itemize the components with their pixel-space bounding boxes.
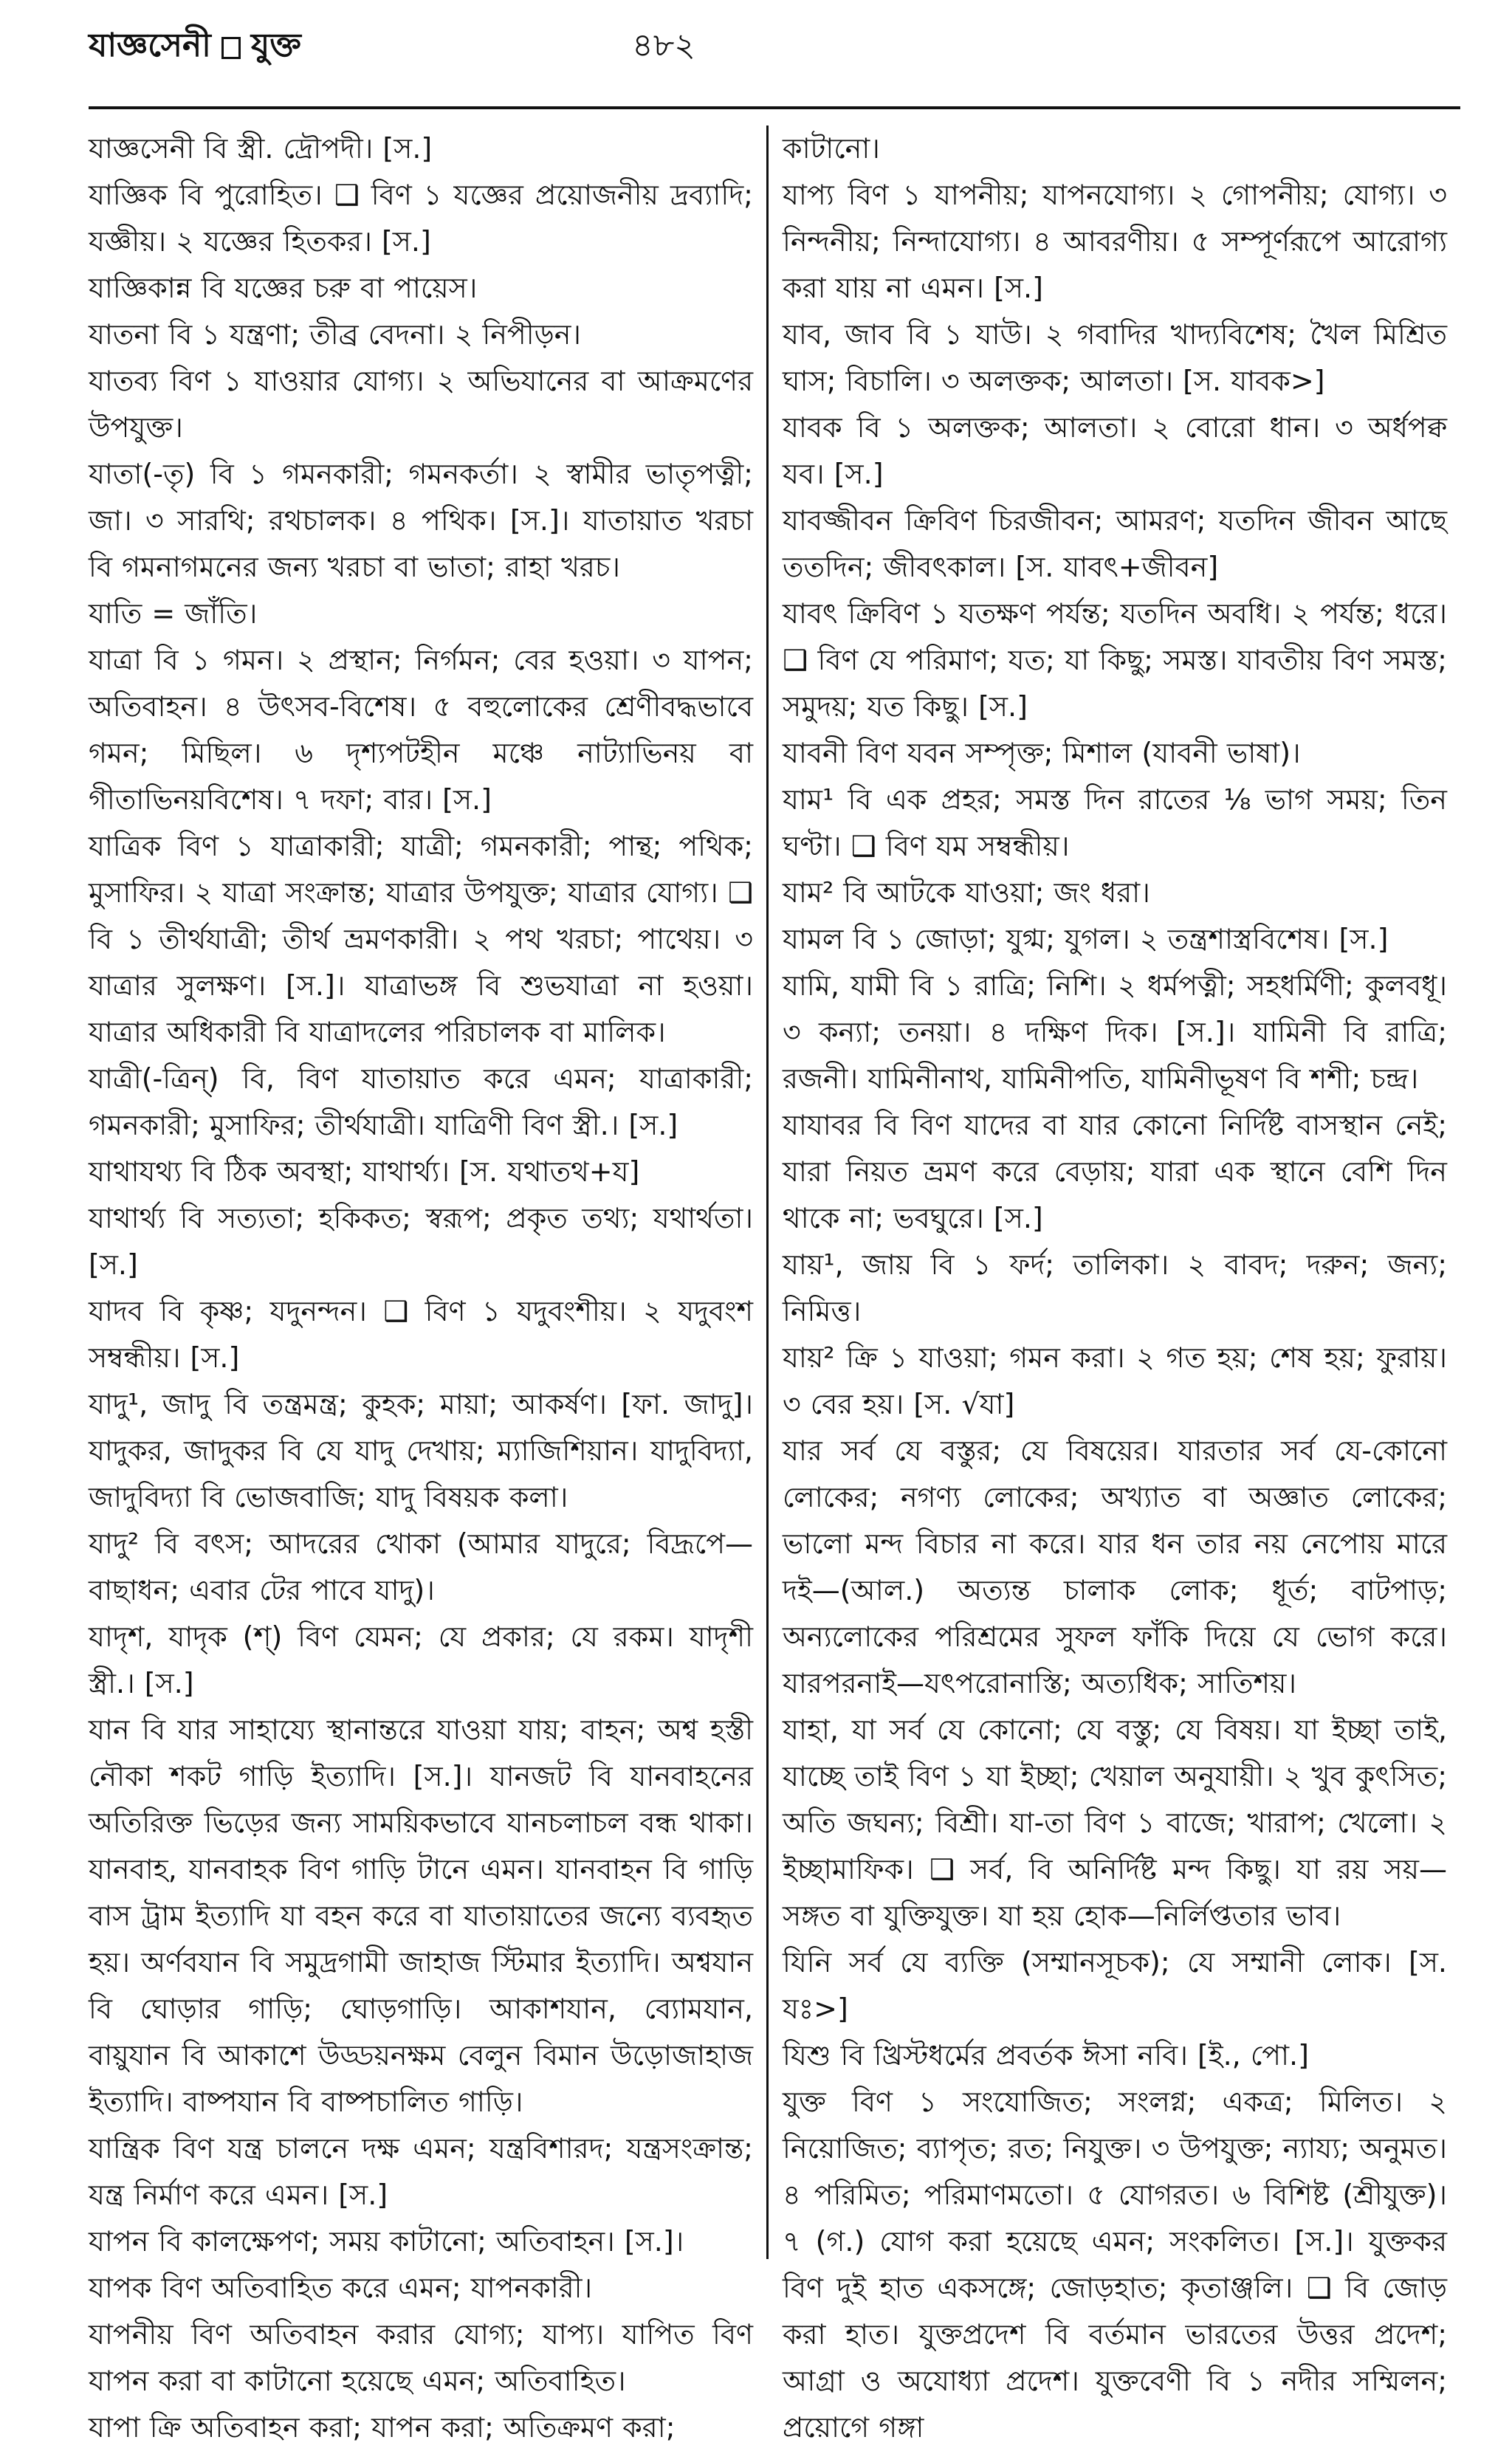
entry: যাদৃশ, যাদৃক (শ্) বিণ যেমন; যে প্রকার; যে রকম। যাদৃশী স্ত্রী.। [স.] — [89, 1620, 753, 1699]
entry: যাদু² বি বৎস; আদরের খোকা (আমার যাদুরে; বিদ্রূপে—বাছাধন; এবার টের পাবে যাদু)। — [89, 1527, 753, 1606]
entry: যামি, যামী বি ১ রাত্রি; নিশি। ২ ধর্মপত্নী; সহধর্মিণী; কুলবধূ। ৩ কন্যা; তনয়া। ৪ দক্ষিণ দিক। [স.]। যামিনী বি রাত্রি; রজনী। যামিনীনাথ, যামিনীপতি, যামিনীভূষণ বি শশী; চন্দ্র। — [783, 969, 1447, 1095]
running-head — [89, 16, 1460, 75]
entry: যাজ্ঞিক বি পুরোহিত। ❑ বিণ ১ যজ্ঞের প্রয়োজনীয় দ্রব্যাদি; যজ্ঞীয়। ২ যজ্ঞের হিতকর। [স.] — [89, 179, 753, 258]
entry: যান্ত্রিক বিণ যন্ত্র চালনে দক্ষ এমন; যন্ত্রবিশারদ; যন্ত্রসংক্রান্ত; যন্ত্র নির্মাণ করে এমন। [স.] — [89, 2132, 753, 2211]
entry: যিনি সর্ব যে ব্যক্তি (সম্মানসূচক); যে সম্মানী লোক। [স. যঃ>] — [783, 1946, 1447, 2025]
entry: যাপা ক্রি অতিবাহন করা; যাপন করা; অতিক্রমণ করা; — [89, 2411, 676, 2444]
entry: যাজ্ঞিকান্ন বি যজ্ঞের চরু বা পায়েস। — [89, 272, 478, 304]
entry: যাতা(-তৃ) বি ১ গমনকারী; গমনকর্তা। ২ স্বামীর ভাতৃপত্নী; জা। ৩ সারথি; রথচালক। ৪ পথিক। [স.]। যাতায়াত খরচা বি গমনাগমনের জন্য খরচা বা ভাতা; রাহা খরচ। — [89, 458, 753, 583]
entry: যামল বি ১ জোড়া; যুগ্ম; যুগল। ২ তন্ত্রশাস্ত্রবিশেষ। [স.] — [783, 923, 1389, 955]
head-last-word: যুক্ত — [250, 27, 301, 64]
entry: যাবক বি ১ অলক্তক; আলতা। ২ বোরো ধান। ৩ অর্ধপক্ব যব। [স.] — [783, 411, 1447, 490]
header-rule — [89, 106, 1460, 109]
page-number: ৪৮২ — [632, 27, 695, 64]
right-column — [783, 126, 1447, 2444]
entry: যাতি = জাঁতি। — [89, 597, 258, 630]
column-divider — [766, 126, 769, 2259]
entry: যাম² বি আটকে যাওয়া; জং ধরা। — [783, 876, 1150, 909]
entry: যাজ্ঞসেনী বি স্ত্রী. দ্রৌপদী। [স.] — [89, 132, 433, 165]
entry: যাতনা বি ১ যন্ত্রণা; তীব্র বেদনা। ২ নিপীড়ন। — [89, 318, 581, 351]
entry: যাতব্য বিণ ১ যাওয়ার যোগ্য। ২ অভিযানের বা আক্রমণের উপযুক্ত। — [89, 365, 753, 444]
entry: যায়² ক্রি ১ যাওয়া; গমন করা। ২ গত হয়; শেষ হয়; ফুরায়। ৩ বের হয়। [স. √যা] — [783, 1341, 1447, 1420]
entry: যাপন বি কালক্ষেপণ; সময় কাটানো; অতিবাহন। [স.]। — [89, 2225, 684, 2258]
entry: কাটানো। — [783, 132, 880, 165]
entry: যাথাযথ্য বি ঠিক অবস্থা; যাথার্থ্য। [স. যথাতথ+য] — [89, 1155, 640, 1188]
entry: যাত্রিক বিণ ১ যাত্রাকারী; যাত্রী; গমনকারী; পান্থ; পথিক; মুসাফির। ২ যাত্রা সংক্রান্ত; যাত্রার উপযুক্ত; যাত্রার যোগ্য। ❑ বি ১ তীর্থযাত্রী; তীর্থ ভ্রমণকারী। ২ পথ খরচা; পাথেয়। ৩ যাত্রার সুলক্ষণ। [স.]। যাত্রাভঙ্গ বি শুভযাত্রা না হওয়া। যাত্রার অধিকারী বি যাত্রাদলের পরিচালক বা মালিক। — [89, 830, 753, 1048]
entry: যাপ্য বিণ ১ যাপনীয়; যাপনযোগ্য। ২ গোপনীয়; যোগ্য। ৩ নিন্দনীয়; নিন্দাযোগ্য। ৪ আবরণীয়। ৫ সম্পূর্ণরূপে আরোগ্য করা যায় না এমন। [স.] — [783, 179, 1447, 304]
entry: যাপনীয় বিণ অতিবাহন করার যোগ্য; যাপ্য। যাপিত বিণ যাপন করা বা কাটানো হয়েছে এমন; অতিবাহিত। — [89, 2318, 753, 2397]
entry: যাপক বিণ অতিবাহিত করে এমন; যাপনকারী। — [89, 2272, 593, 2304]
entry: যুক্ত বিণ ১ সংযোজিত; সংলগ্ন; একত্র; মিলিত। ২ নিয়োজিত; ব্যাপৃত; রত; নিযুক্ত। ৩ উপযুক্ত; ন্যায্য; অনুমত। ৪ পরিমিত; পরিমাণমতো। ৫ যোগরত। ৬ বিশিষ্ট (শ্রীযুক্ত)। ৭ (গ.) যোগ করা হয়েছে এমন; সংকলিত। [স.]। যুক্তকর বিণ দুই হাত একসঙ্গে; জোড়হাত; কৃতাঞ্জলি। ❑ বি জোড় করা হাত। যুক্তপ্রদেশ বি বর্তমান ভারতের উত্তর প্রদেশ; আগ্রা ও অযোধ্যা প্রদেশ। যুক্তবেণী বি ১ নদীর সম্মিলন; প্রয়োগে গঙ্গা — [783, 2086, 1447, 2444]
entry: যাবনী বিণ যবন সম্পৃক্ত; মিশাল (যাবনী ভাষা)। — [783, 737, 1301, 769]
entry: যাদব বি কৃষ্ণ; যদুনন্দন। ❑ বিণ ১ যদুবংশীয়। ২ যদুবংশ সম্বন্ধীয়। [স.] — [89, 1295, 753, 1374]
entry: যাহা, যা সর্ব যে কোনো; যে বস্তু; যে বিষয়। যা ইচ্ছা তাই, যাচ্ছে তাই বিণ ১ যা ইচ্ছা; খেয়াল অনুযায়ী। ২ খুব কুৎসিত; অতি জঘন্য; বিশ্রী। যা-তা বিণ ১ বাজে; খারাপ; খেলো। ২ ইচ্ছামাফিক। ❑ সর্ব, বি অনির্দিষ্ট মন্দ কিছু। যা রয় সয়—সঙ্গত বা যুক্তিযুক্ত। যা হয় হোক—নির্লিপ্ততার ভাব। — [783, 1713, 1447, 1932]
entry-columns — [89, 126, 1460, 2444]
entry: যাব, জাব বি ১ যাউ। ২ গবাদির খাদ্যবিশেষ; খৈল মিশ্রিত ঘাস; বিচালি। ৩ অলক্তক; আলতা। [স. যাবক>] — [783, 318, 1447, 397]
entry: যাথার্থ্য বি সত্যতা; হকিকত; স্বরূপ; প্রকৃত তথ্য; যথার্থতা। [স.] — [89, 1202, 753, 1281]
head-first-word: যাজ্ঞসেনী — [89, 27, 211, 64]
entry: যাদু¹, জাদু বি তন্ত্রমন্ত্র; কুহক; মায়া; আকর্ষণ। [ফা. জাদু]। যাদুকর, জাদুকর বি যে যাদু দেখায়; ম্যাজিশিয়ান। যাদুবিদ্যা, জাদুবিদ্যা বি ভোজবাজি; যাদু বিষয়ক কলা। — [89, 1388, 753, 1513]
entry: যার সর্ব যে বস্তুর; যে বিষয়ের। যারতার সর্ব যে-কোনো লোকের; নগণ্য লোকের; অখ্যাত বা অজ্ঞাত লোকের; ভালো মন্দ বিচার না করে। যার ধন তার নয় নেপোয় মারে দই—(আল.) অত্যন্ত চালাক লোক; ধূর্ত; বাটপাড়; অন্যলোকের পরিশ্রমের সুফল ফাঁকি দিয়ে যে ভোগ করে। যারপরনাই—যৎপরোনাস্তি; অত্যধিক; সাতিশয়। — [783, 1434, 1447, 1699]
entry: যাবৎ ক্রিবিণ ১ যতক্ষণ পর্যন্ত; যতদিন অবধি। ২ পর্যন্ত; ধরে। ❑ বিণ যে পরিমাণ; যত; যা কিছু; সমস্ত। যাবতীয় বিণ সমস্ত; সমুদয়; যত কিছু। [স.] — [783, 597, 1447, 723]
entry: যান বি যার সাহায্যে স্থানান্তরে যাওয়া যায়; বাহন; অশ্ব হস্তী নৌকা শকট গাড়ি ইত্যাদি। [স.]। যানজট বি যানবাহনের অতিরিক্ত ভিড়ের জন্য সাময়িকভাবে যানচলাচল বন্ধ থাকা। যানবাহ, যানবাহক বিণ গাড়ি টানে এমন। যানবাহন বি গাড়ি বাস ট্রাম ইত্যাদি যা বহন করে বা যাতায়াতের জন্যে ব্যবহৃত হয়। অর্ণবযান বি সমুদ্রগামী জাহাজ স্টিমার ইত্যাদি। অশ্বযান বি ঘোড়ার গাড়ি; ঘোড়গাড়ি। আকাশযান, ব্যোমযান, বায়ুযান বি আকাশে উড্ডয়নক্ষম বেলুন বিমান উড়োজাহাজ ইত্যাদি। বাষ্পযান বি বাষ্পচালিত গাড়ি। — [89, 1713, 753, 2118]
entry: যায়¹, জায় বি ১ ফর্দ; তালিকা। ২ বাবদ; দরুন; জন্য; নিমিত্ত। — [783, 1248, 1447, 1327]
entry: যাত্রী(-ত্রিন্) বি, বিণ যাতায়াত করে এমন; যাত্রাকারী; গমনকারী; মুসাফির; তীর্থযাত্রী। যাত্রিণী বিণ স্ত্রী.। [স.] — [89, 1062, 753, 1141]
left-column — [89, 126, 753, 2444]
entry: যিশু বি খ্রিস্টধর্মের প্রবর্তক ঈসা নবি। [ই., পো.] — [783, 2039, 1309, 2072]
entry: যাযাবর বি বিণ যাদের বা যার কোনো নির্দিষ্ট বাসস্থান নেই; যারা নিয়ত ভ্রমণ করে বেড়ায়; যারা এক স্থানে বেশি দিন থাকে না; ভবঘুরে। [স.] — [783, 1109, 1447, 1234]
entry: যাবজ্জীবন ক্রিবিণ চিরজীবন; আমরণ; যতদিন জীবন আছে ততদিন; জীবৎকাল। [স. যাবৎ+জীবন] — [783, 504, 1447, 583]
entry: যাত্রা বি ১ গমন। ২ প্রস্থান; নির্গমন; বের হওয়া। ৩ যাপন; অতিবাহন। ৪ উৎসব-বিশেষ। ৫ বহুলোকের শ্রেণীবদ্ধভাবে গমন; মিছিল। ৬ দৃশ্যপটহীন মঞ্চে নাট্যাভিনয় বা গীতাভিনয়বিশেষ। ৭ দফা; বার। [স.] — [89, 644, 753, 816]
entry: যাম¹ বি এক প্রহর; সমস্ত দিন রাতের ⅛ ভাগ সময়; তিন ঘণ্টা। ❑ বিণ যম সম্বন্ধীয়। — [783, 783, 1447, 862]
